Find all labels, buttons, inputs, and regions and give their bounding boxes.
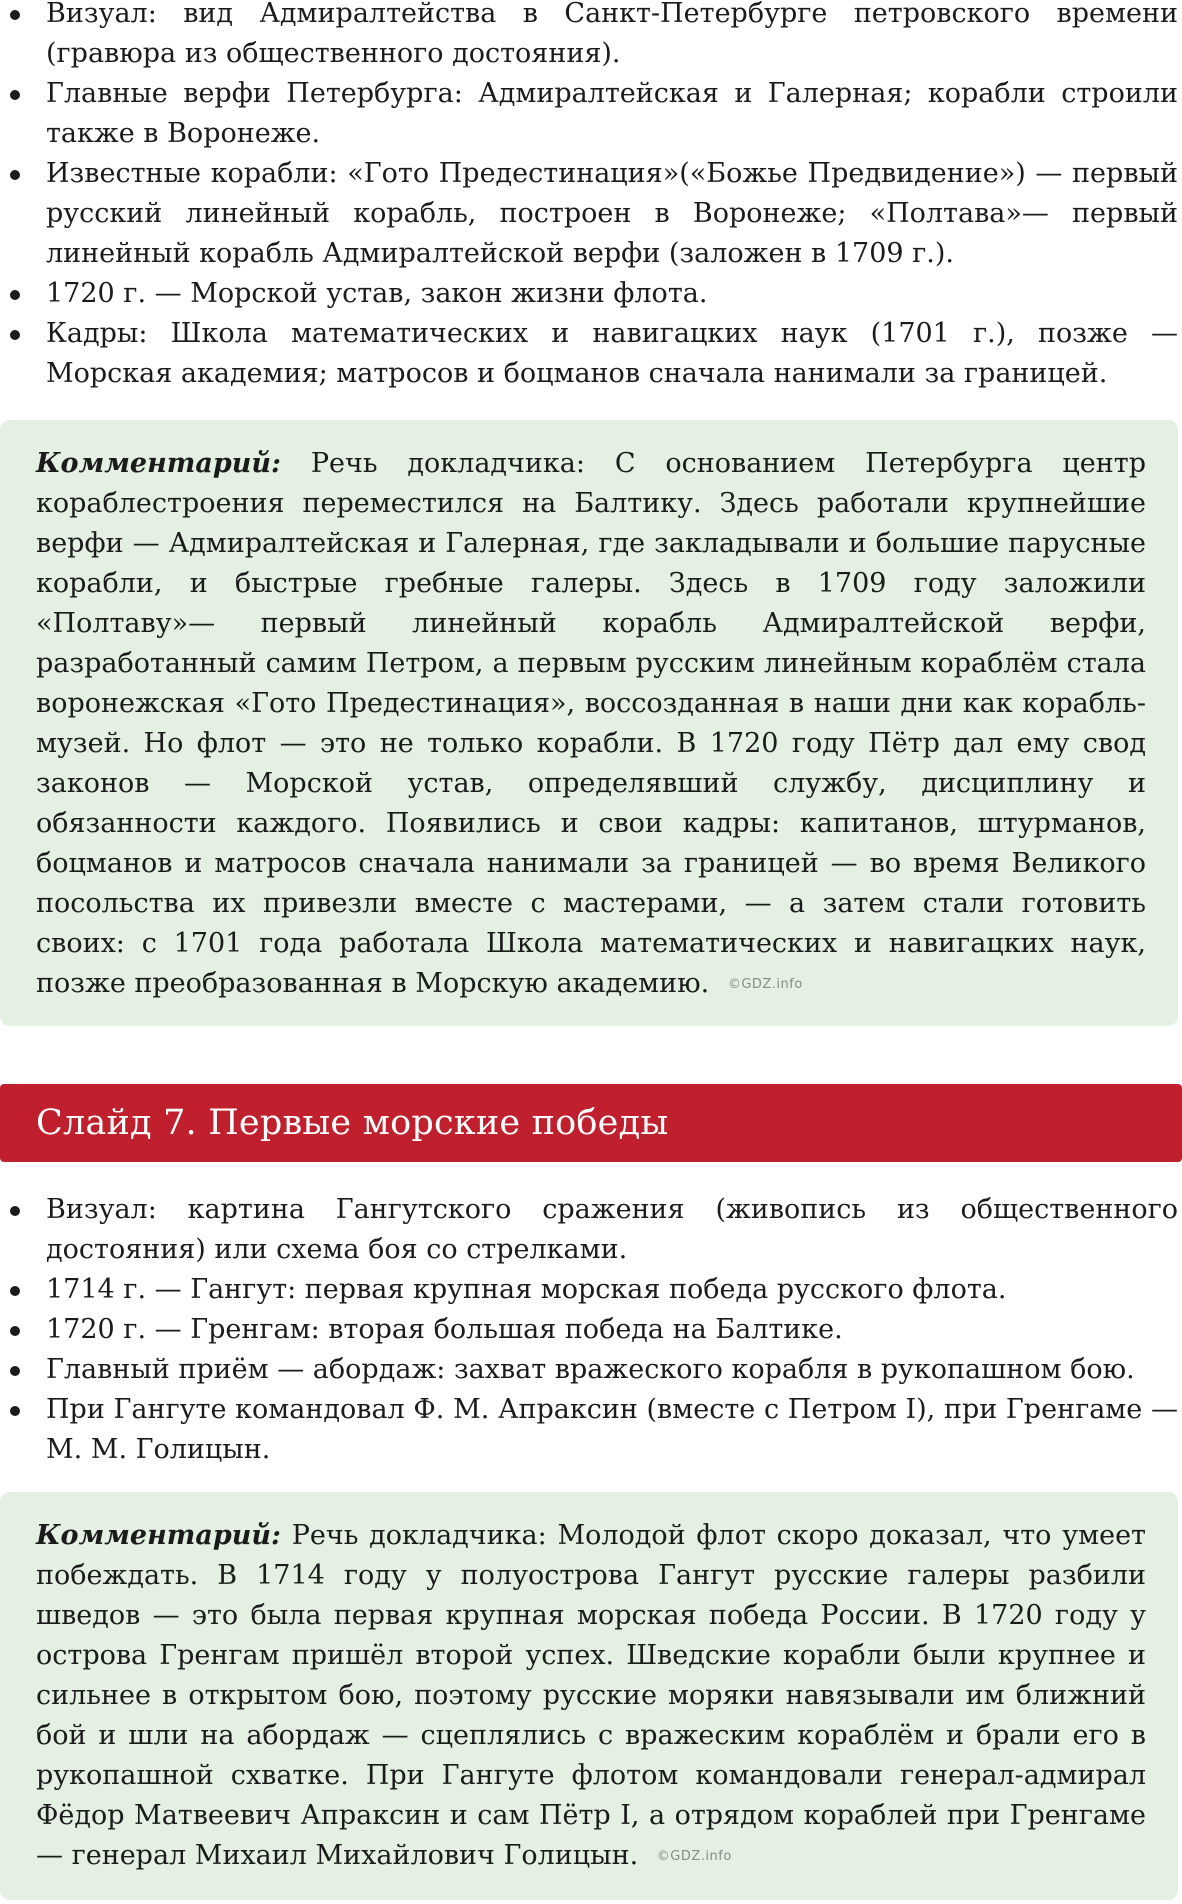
comment-text: Речь докладчика: С основанием Петербурга центр кораблестроения переместился на Балтику. Здесь работали крупнейшие верфи — Адмиралтейская и Галерная, где закладывали и большие парусные корабли, и быстрые гребные галеры. Здесь в 1709 году заложили «Полтаву»— первый линейный корабль Адмиралтейской верфи, разработанный самим Петром, а первым русским линейным кораблём стала воронежская «Гото Предестинация», воссозданная в наши дни как корабль-музей. Но флот — это не только корабли. В 1720 году Пётр дал ему свод законов — Морской устав, определявший службу, дисциплину и обязанности каждого. Появились и свои кадры: капитанов, штурманов, боцманов и матросов сначала нанимали за границей — во время Великого посольства их привезли вместе с мастерами, — а затем стали готовить своих: с 1701 года работала Школа математических и навигацких наук, позже преобразованная в Морскую академию. <box>36 448 1146 999</box>
list-item: 1720 г. — Гренгам: вторая большая победа на Балтике. <box>0 1310 1178 1350</box>
list-item: Главный приём — абордаж: захват вражеского корабля в рукопашном бою. <box>0 1350 1178 1390</box>
comment-label: Комментарий: <box>36 448 281 479</box>
comment-text: Речь докладчика: Молодой флот скоро доказал, что умеет побеждать. В 1714 году у полуострова Гангут русские галеры разбили шведов — это была первая крупная морская победа России. В 1720 году у острова Гренгам пришёл второй успех. Шведские корабли были крупнее и сильнее в открытом бою, поэтому русские моряки навязывали им ближний бой и шли на абордаж — сцеплялись с вражеским кораблём и брали его в рукопашной схватке. При Гангуте флотом командовали генерал-адмирал Фёдор Матвеевич Апраксин и сам Пётр I, а отрядом кораблей при Гренгаме — генерал Михаил Михайлович Голицын. <box>36 1520 1146 1871</box>
list-item: Визуал: вид Адмиралтейства в Санкт-Петербурге петровского времени (гравюра из общественного достояния). <box>0 0 1178 74</box>
comment-label: Комментарий: <box>36 1520 281 1551</box>
list-item: Главные верфи Петербурга: Адмиралтейская и Галерная; корабли строили также в Воронеже. <box>0 74 1178 154</box>
slide-title: Слайд 7. Первые морские победы <box>36 1103 669 1143</box>
comment-box <box>0 1492 1178 1900</box>
list-item: 1720 г. — Морской устав, закон жизни флота. <box>0 274 1178 314</box>
list-item: 1714 г. — Гангут: первая крупная морская победа русского флота. <box>0 1270 1178 1310</box>
watermark-text: ©GDZ.info <box>656 1848 732 1864</box>
list-item: Кадры: Школа математических и навигацких наук (1701 г.), позже — Морская академия; матросов и боцманов сначала нанимали за границей. <box>0 314 1178 394</box>
list-item: Визуал: картина Гангутского сражения (живопись из общественного достояния) или схема боя со стрелками. <box>0 1190 1178 1270</box>
watermark-text: ©GDZ.info <box>727 976 803 992</box>
list-item: Известные корабли: «Гото Предестинация»(«Божье Предвидение») — первый русский линейный корабль, построен в Воронеже; «Полтава»— первый линейный корабль Адмиралтейской верфи (заложен в 1709 г.). <box>0 154 1178 274</box>
comment-box <box>0 420 1178 1026</box>
slide7-bullet-list <box>0 1190 1178 1470</box>
list-item: При Гангуте командовал Ф. М. Апраксин (вместе с Петром I), при Гренгаме — М. М. Голицын. <box>0 1390 1178 1470</box>
slide-header <box>0 1084 1182 1162</box>
top-bullet-list <box>0 0 1178 394</box>
